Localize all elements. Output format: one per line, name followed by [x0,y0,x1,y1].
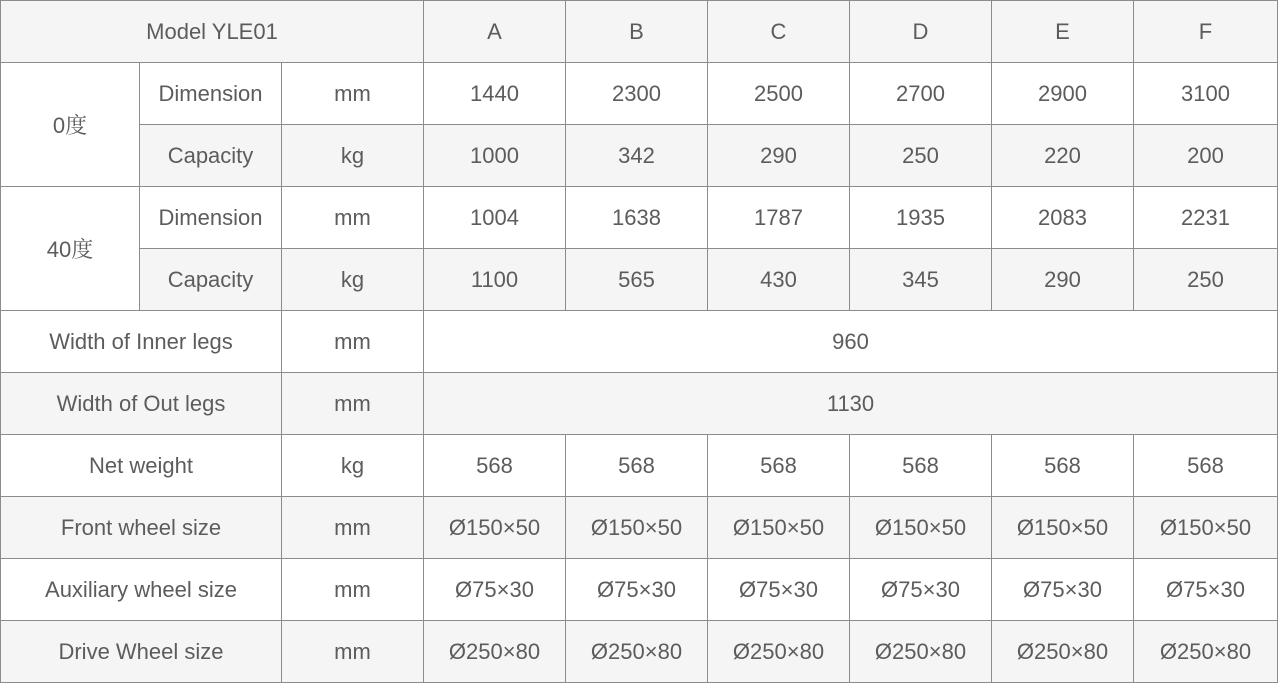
row-label: Width of Out legs [1,373,282,435]
row-label: Net weight [1,435,282,497]
table-row [1,373,1278,435]
table-row [1,621,1278,683]
value-cell: Ø150×50 [1134,497,1278,559]
value-cell: Ø75×30 [850,559,992,621]
value-cell: 568 [992,435,1134,497]
model-name-cell: Model YLE01 [1,1,424,63]
param-label: Dimension [140,63,282,125]
value-cell: 1787 [708,187,850,249]
column-header: A [424,1,566,63]
value-cell: 220 [992,125,1134,187]
value-cell: 1004 [424,187,566,249]
column-header: B [566,1,708,63]
value-cell: 568 [708,435,850,497]
value-cell: 568 [850,435,992,497]
value-cell: 2231 [1134,187,1278,249]
column-header: F [1134,1,1278,63]
value-cell: Ø75×30 [566,559,708,621]
value-cell: 1000 [424,125,566,187]
value-cell: 2700 [850,63,992,125]
value-cell: 290 [992,249,1134,311]
param-label: Capacity [140,249,282,311]
unit-cell: mm [282,311,424,373]
value-cell: Ø250×80 [566,621,708,683]
row-label: Auxiliary wheel size [1,559,282,621]
row-label: Width of Inner legs [1,311,282,373]
unit-cell: mm [282,373,424,435]
value-cell: Ø150×50 [992,497,1134,559]
unit-cell: mm [282,559,424,621]
value-cell: Ø75×30 [1134,559,1278,621]
group-label: 0度 [1,63,140,187]
value-cell: 250 [1134,249,1278,311]
row-label: Drive Wheel size [1,621,282,683]
table-row [1,249,1278,311]
value-cell: 2900 [992,63,1134,125]
param-label: Capacity [140,125,282,187]
value-cell: Ø250×80 [992,621,1134,683]
table-row [1,311,1278,373]
unit-cell: kg [282,435,424,497]
header-row [1,1,1278,63]
value-cell: Ø150×50 [850,497,992,559]
table-row [1,125,1278,187]
value-cell: 2083 [992,187,1134,249]
value-cell: 342 [566,125,708,187]
table-row [1,497,1278,559]
value-cell: Ø250×80 [708,621,850,683]
unit-cell: mm [282,621,424,683]
value-cell: Ø75×30 [992,559,1134,621]
table-row [1,435,1278,497]
value-cell: 290 [708,125,850,187]
value-cell: 2500 [708,63,850,125]
column-header: C [708,1,850,63]
value-cell: Ø250×80 [850,621,992,683]
value-cell: Ø150×50 [708,497,850,559]
value-cell: Ø250×80 [1134,621,1278,683]
table-row [1,63,1278,125]
merged-value-cell: 960 [424,311,1278,373]
group-label: 40度 [1,187,140,311]
column-header: E [992,1,1134,63]
value-cell: 345 [850,249,992,311]
value-cell: Ø75×30 [424,559,566,621]
value-cell: 565 [566,249,708,311]
row-label: Front wheel size [1,497,282,559]
value-cell: 2300 [566,63,708,125]
value-cell: 200 [1134,125,1278,187]
value-cell: Ø250×80 [424,621,566,683]
value-cell: 568 [566,435,708,497]
unit-cell: mm [282,187,424,249]
unit-cell: mm [282,63,424,125]
value-cell: Ø150×50 [424,497,566,559]
param-label: Dimension [140,187,282,249]
value-cell: 1440 [424,63,566,125]
value-cell: 1935 [850,187,992,249]
value-cell: 568 [1134,435,1278,497]
value-cell: 430 [708,249,850,311]
value-cell: 1638 [566,187,708,249]
unit-cell: kg [282,125,424,187]
unit-cell: kg [282,249,424,311]
value-cell: 568 [424,435,566,497]
value-cell: Ø75×30 [708,559,850,621]
unit-cell: mm [282,497,424,559]
value-cell: Ø150×50 [566,497,708,559]
column-header: D [850,1,992,63]
value-cell: 250 [850,125,992,187]
merged-value-cell: 1130 [424,373,1278,435]
value-cell: 1100 [424,249,566,311]
table-row [1,559,1278,621]
value-cell: 3100 [1134,63,1278,125]
table-row [1,187,1278,249]
